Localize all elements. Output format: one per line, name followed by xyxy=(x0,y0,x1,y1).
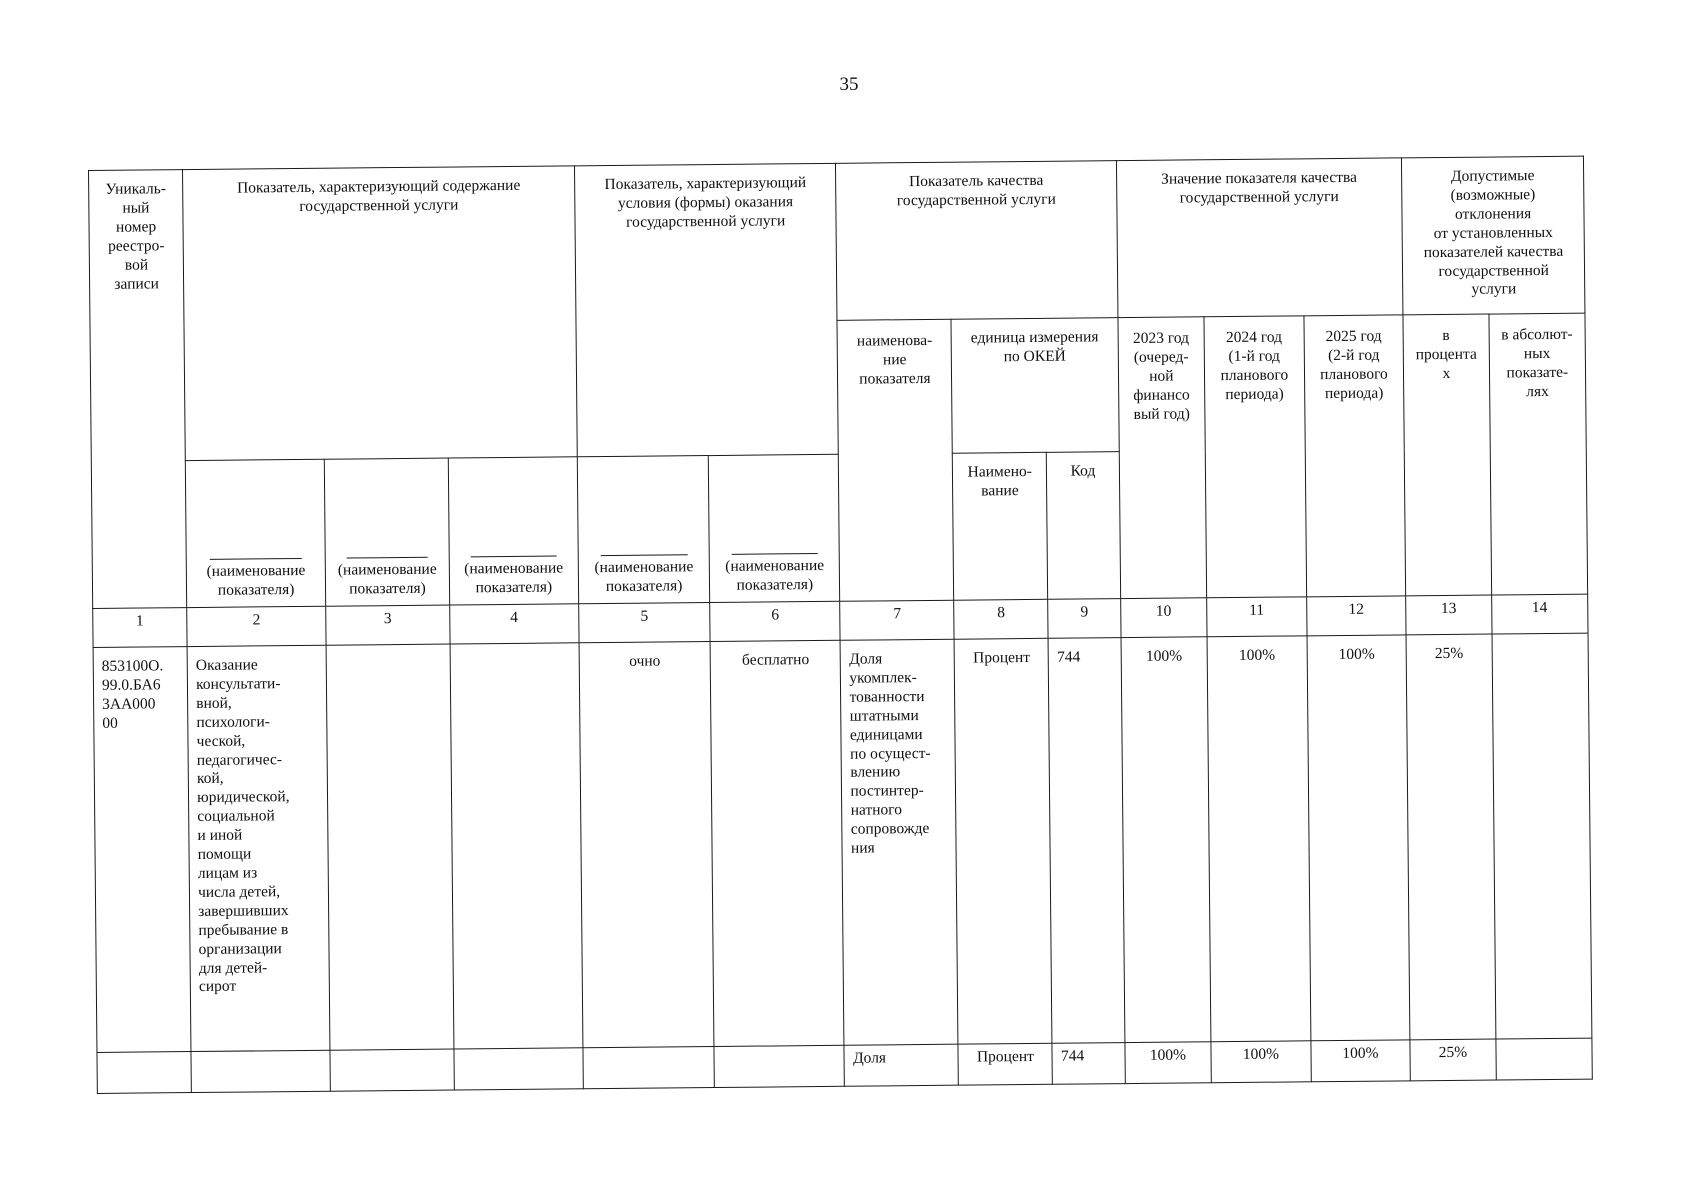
condition-cell: бесплатно xyxy=(710,640,844,1046)
content-placeholder-2: (наименование показателя) xyxy=(324,458,449,606)
column-number: 14 xyxy=(1491,594,1588,634)
content-cell xyxy=(450,643,583,1049)
header-indicator-name: наименова- ние показателя xyxy=(837,319,954,601)
column-number: 12 xyxy=(1306,596,1406,636)
header-percent: в процента х xyxy=(1403,314,1491,596)
header-year-2024: 2024 год (1-й год планового периода) xyxy=(1204,316,1306,598)
deviation-percent-cell: 25% xyxy=(1406,634,1495,1040)
content-cell: Оказание консультати- вной, психологи- ческой, педагогичес- кой, юридической, социальной и иной помощи лицам из числа детей, завершивших пребывание в организации для детей- сирот xyxy=(187,645,330,1051)
column-number: 3 xyxy=(326,605,450,645)
unit-name-cell: Процент xyxy=(954,638,1052,1044)
header-year-2025: 2025 год (2-й год планового периода) xyxy=(1304,315,1406,597)
unit-code-cell: 744 xyxy=(1048,638,1124,1044)
unit-name-cell: Процент xyxy=(958,1043,1052,1085)
value-2024-cell: 100% xyxy=(1207,636,1310,1042)
column-number: 4 xyxy=(449,604,579,644)
column-number: 7 xyxy=(840,600,954,640)
header-absolute: в абсолют- ных показате- лях xyxy=(1489,313,1588,595)
header-quality-indicator: Показатель качества государственной услуги xyxy=(836,161,1118,321)
column-number: 8 xyxy=(954,599,1048,639)
content-placeholder-1: (наименование показателя) xyxy=(185,459,325,607)
document-sheet xyxy=(88,156,1593,1094)
registry-number: 853100О. 99.0.БА6 3АА000 00 xyxy=(93,647,191,1053)
indicator-name-cell: Доля укомплек- тованности штатными единицами по осущест- влению постинтер- натного сопровожде ния xyxy=(841,639,959,1045)
content-cell xyxy=(330,1049,454,1091)
header-content-indicator: Показатель, характеризующий содержание государственной услуги xyxy=(183,166,578,461)
value-2024-cell: 100% xyxy=(1211,1041,1311,1083)
value-2025-cell: 100% xyxy=(1307,635,1410,1041)
page-number: 35 xyxy=(839,74,859,95)
header-row-1 xyxy=(89,156,1585,327)
header-deviation: Допустимые (возможные) отклонения от установленных показателей качества государственной услуги xyxy=(1402,156,1585,315)
deviation-absolute-cell xyxy=(1492,633,1592,1039)
condition-cell xyxy=(714,1045,845,1087)
header-year-2023: 2023 год (очеред- ной финансо вый год) xyxy=(1118,317,1207,599)
deviation-absolute-cell xyxy=(1495,1038,1592,1080)
condition-cell: очно xyxy=(579,642,714,1048)
header-okei-name: Наимено- вание xyxy=(953,452,1049,600)
condition-placeholder-2: (наименование показателя) xyxy=(708,454,840,602)
content-cell xyxy=(326,644,454,1050)
deviation-percent-cell: 25% xyxy=(1410,1039,1496,1081)
column-number: 9 xyxy=(1048,599,1121,639)
content-cell xyxy=(191,1050,330,1092)
header-conditions-indicator: Показатель, характеризующий условия (формы) оказания государственной услуги xyxy=(574,163,838,456)
header-okei-code: Код xyxy=(1047,452,1121,600)
column-number: 13 xyxy=(1406,595,1492,635)
header-okei-unit: единица измерения по ОКЕЙ xyxy=(951,318,1119,454)
registry-number xyxy=(97,1052,191,1094)
content-cell xyxy=(454,1048,584,1090)
column-number: 11 xyxy=(1207,597,1307,637)
column-number: 2 xyxy=(187,606,326,646)
table-row xyxy=(93,633,1592,1052)
unit-code-cell: 744 xyxy=(1052,1043,1125,1085)
column-number: 6 xyxy=(710,601,841,641)
header-quality-value: Значение показателя качества государственной услуги xyxy=(1116,158,1403,318)
quality-indicators-table xyxy=(88,156,1593,1094)
indicator-name-cell: Доля xyxy=(844,1044,958,1086)
value-2023-cell: 100% xyxy=(1125,1042,1212,1084)
column-number: 5 xyxy=(579,603,711,643)
condition-placeholder-1: (наименование показателя) xyxy=(577,456,710,604)
header-unique-number: Уникаль- ный номер реестро- вой записи xyxy=(89,170,187,609)
content-placeholder-3: (наименование показателя) xyxy=(448,457,579,605)
condition-cell xyxy=(583,1047,715,1089)
column-number: 1 xyxy=(93,608,187,648)
value-2025-cell: 100% xyxy=(1311,1040,1411,1082)
column-number: 10 xyxy=(1120,598,1207,638)
value-2023-cell: 100% xyxy=(1121,637,1211,1043)
